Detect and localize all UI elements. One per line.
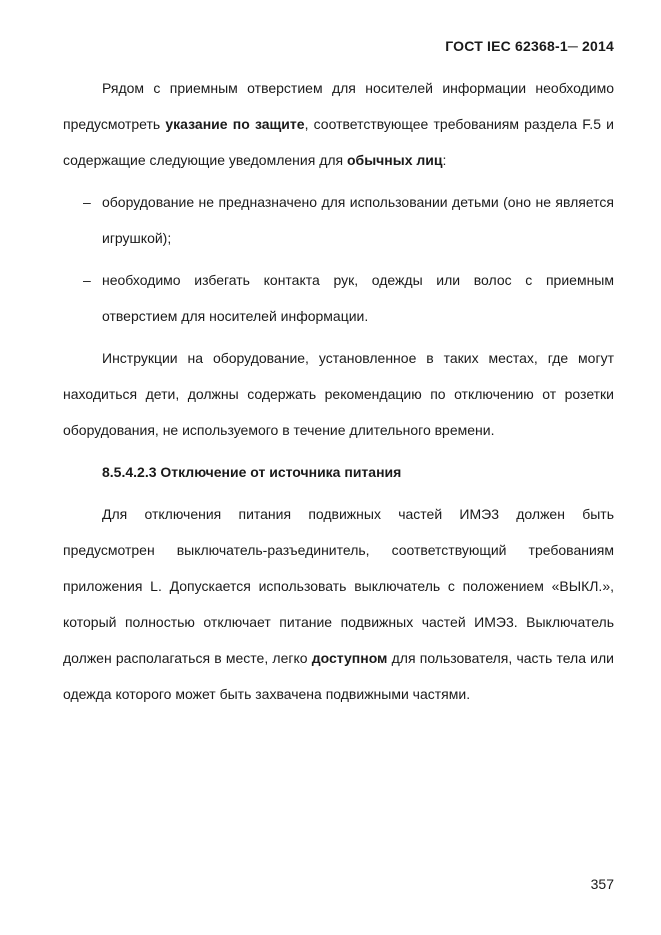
page-number: 357 [590, 876, 614, 892]
paragraph-text: для пользователя, часть тела или одежда которого может быть захвачена подвижными частями. [63, 650, 614, 702]
standard-header: ГОСТ IEC 62368-1─ 2014 [445, 38, 614, 54]
list-item-text: необходимо избегать контакта рук, одежды или волос с приемным отверстием для носителей информации. [102, 272, 614, 324]
bold-term-accessible: доступном [311, 650, 388, 666]
section-heading: 8.5.4.2.3 Отключение от источника питания [102, 464, 402, 480]
list-item [63, 184, 614, 256]
paragraph-media-opening [63, 70, 614, 178]
paragraph-instructions: Инструкции на оборудование, установленное в таких местах, где могут находиться дети, должны содержать рекомендацию по отключению от розетки оборудования, не используемого в течение длительного времени. [63, 350, 614, 438]
paragraph-text: : [442, 152, 447, 168]
paragraph-text: Рядом с приемным отверстием для носителей информации необходимо предусмотреть [63, 80, 614, 132]
list-item [63, 262, 614, 334]
bold-term-safety-instruction: указание по защите [165, 116, 305, 132]
bold-term-ordinary-persons: обычных лиц [347, 152, 443, 168]
list-item-text: оборудование не предназначено для использовании детьми (оно не является игрушкой); [102, 194, 614, 246]
dash-bullet: – [83, 272, 91, 288]
paragraph-text: , соответствующее требованиям раздела F.5 и содержащие следующие уведомления для [63, 116, 614, 168]
paragraph-text: Для отключения питания подвижных частей ИМЭ3 должен быть предусмотрен выключатель-разъединитель, соответствующий требованиям приложения L. Допускается использовать выключатель с положением «ВЫКЛ.», который полностью отключает питание подвижных частей ИМЭ3. Выключатель должен располагаться в месте, легко [63, 506, 614, 666]
page-content [63, 70, 614, 712]
dash-bullet: – [83, 194, 91, 210]
warning-list [63, 184, 614, 334]
paragraph-power-disconnect [63, 496, 614, 712]
